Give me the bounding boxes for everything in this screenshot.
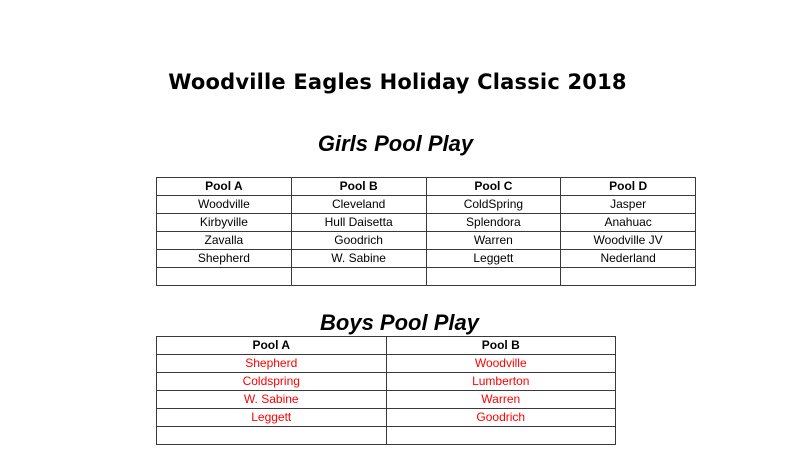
empty-cell [561, 268, 696, 286]
team-cell: W. Sabine [291, 250, 426, 268]
team-cell: Kirbyville [157, 214, 292, 232]
team-cell: Coldspring [157, 373, 387, 391]
team-cell: Goodrich [291, 232, 426, 250]
team-cell: Woodville [386, 355, 616, 373]
column-header-pool-d: Pool D [561, 178, 696, 196]
team-cell: Warren [386, 391, 616, 409]
table-row [157, 196, 696, 214]
empty-cell [157, 268, 292, 286]
table-row-empty [157, 268, 696, 286]
girls-pool-table [156, 177, 696, 286]
empty-cell [157, 427, 387, 445]
team-cell: Goodrich [386, 409, 616, 427]
page-title: Woodville Eagles Holiday Classic 2018 [168, 70, 627, 94]
team-cell: Lumberton [386, 373, 616, 391]
team-cell: W. Sabine [157, 391, 387, 409]
team-cell: Leggett [426, 250, 561, 268]
team-cell: Jasper [561, 196, 696, 214]
column-header-pool-a: Pool A [157, 337, 387, 355]
team-cell: Hull Daisetta [291, 214, 426, 232]
team-cell: Anahuac [561, 214, 696, 232]
column-header-pool-c: Pool C [426, 178, 561, 196]
boys-pool-table [156, 336, 616, 445]
team-cell: Nederland [561, 250, 696, 268]
team-cell: Leggett [157, 409, 387, 427]
team-cell: Shepherd [157, 250, 292, 268]
team-cell: Cleveland [291, 196, 426, 214]
column-header-pool-b: Pool B [291, 178, 426, 196]
table-row [157, 391, 616, 409]
team-cell: Woodville JV [561, 232, 696, 250]
table-row [157, 355, 616, 373]
table-row [157, 214, 696, 232]
boys-pool-play-heading: Boys Pool Play [320, 310, 479, 335]
table-row [157, 409, 616, 427]
empty-cell [291, 268, 426, 286]
empty-cell [426, 268, 561, 286]
girls-pool-play-heading: Girls Pool Play [317, 131, 474, 156]
team-cell: Splendora [426, 214, 561, 232]
column-header-pool-a: Pool A [157, 178, 292, 196]
table-row [157, 250, 696, 268]
team-cell: Woodville [157, 196, 292, 214]
team-cell: Warren [426, 232, 561, 250]
team-cell: ColdSpring [426, 196, 561, 214]
table-header-row [157, 178, 696, 196]
team-cell: Shepherd [157, 355, 387, 373]
column-header-pool-b: Pool B [386, 337, 616, 355]
table-row [157, 373, 616, 391]
table-row-empty [157, 427, 616, 445]
empty-cell [386, 427, 616, 445]
table-row [157, 232, 696, 250]
team-cell: Zavalla [157, 232, 292, 250]
table-header-row [157, 337, 616, 355]
